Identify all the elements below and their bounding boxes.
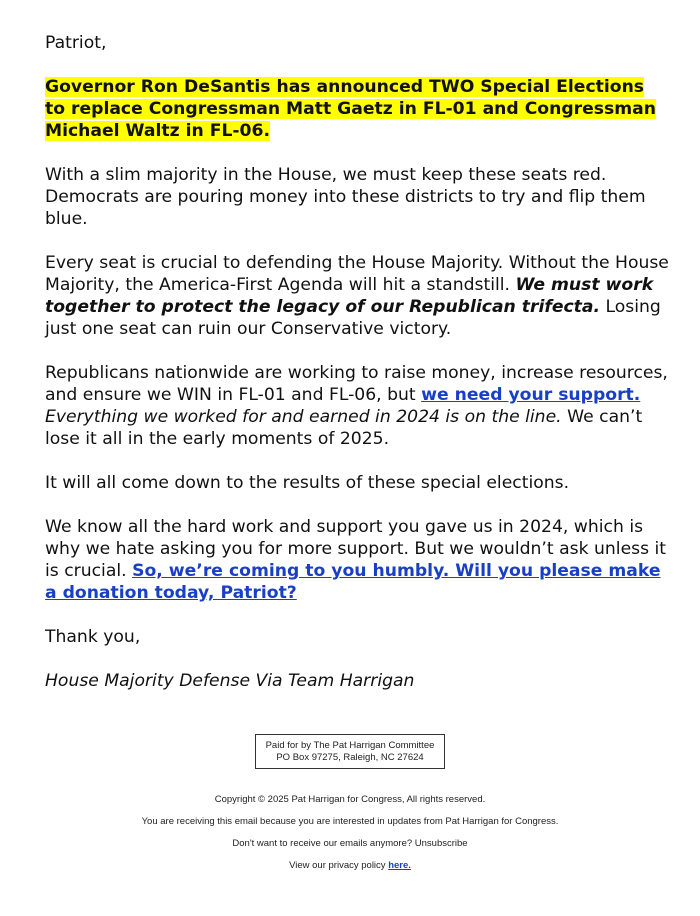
email-footer — [0, 734, 700, 872]
paragraph-text: Losing just one seat can ruin our Conservative victory. — [45, 297, 661, 339]
paragraph-hard-work — [45, 516, 670, 604]
emphasis-text: We must work together to protect the legacy of our Republican trifecta. — [45, 275, 654, 317]
receiving-notice: You are receiving this email because you are interested in updates from Pat Harrigan for Congress. — [141, 816, 559, 827]
paragraph-text: We know all the hard work and support you gave us in 2024, which is why we hate asking you for more support. But we wouldn’t ask unless it is crucial. — [45, 517, 667, 581]
support-link[interactable]: we need your support. — [421, 385, 641, 405]
paragraph-text: We can’t lose it all in the early moments of 2025. — [45, 407, 643, 449]
closing: Thank you, — [45, 627, 141, 647]
paragraph-slim-majority: With a slim majority in the House, we must keep these seats red. Democrats are pouring money into these districts to try and flip them blue. — [45, 165, 646, 229]
highlighted-headline: Governor Ron DeSantis has announced TWO Special Elections to replace Congressman Matt Gaetz in FL-01 and Congressman Michael Waltz in FL-06. — [45, 77, 656, 141]
salutation: Patriot, — [45, 33, 107, 53]
copyright: Copyright © 2025 Pat Harrigan for Congress, All rights reserved. — [214, 794, 486, 805]
privacy-line — [0, 860, 700, 872]
paragraph-text: Every seat is crucial to defending the House Majority. Without the House Majority, the America-First Agenda will hit a standstill. — [45, 253, 669, 295]
privacy-text: View our privacy policy — [289, 860, 389, 871]
paragraph-republicans-nationwide — [45, 362, 670, 450]
paid-for-line: Paid for by The Pat Harrigan Committee — [265, 740, 435, 751]
signature: House Majority Defense Via Team Harrigan — [45, 671, 415, 691]
email-body — [45, 32, 670, 714]
address-line: PO Box 97275, Raleigh, NC 27624 — [276, 751, 424, 763]
donate-link[interactable]: So, we’re coming to you humbly. Will you please make a donation today, Patriot? — [45, 561, 661, 603]
italic-text: Everything we worked for and earned in 2024 is on the line. — [45, 407, 562, 427]
paragraph-every-seat — [45, 252, 670, 340]
unsubscribe-line[interactable]: Don't want to receive our emails anymore? Unsubscribe — [232, 838, 468, 849]
paragraph-text: Republicans nationwide are working to raise money, increase resources, and ensure we WIN in FL-01 and FL-06, but — [45, 363, 668, 405]
paragraph-special-elections: It will all come down to the results of these special elections. — [45, 473, 570, 493]
paid-for-box — [255, 734, 445, 769]
privacy-link[interactable]: here. — [388, 860, 411, 871]
headline-paragraph — [45, 76, 670, 142]
